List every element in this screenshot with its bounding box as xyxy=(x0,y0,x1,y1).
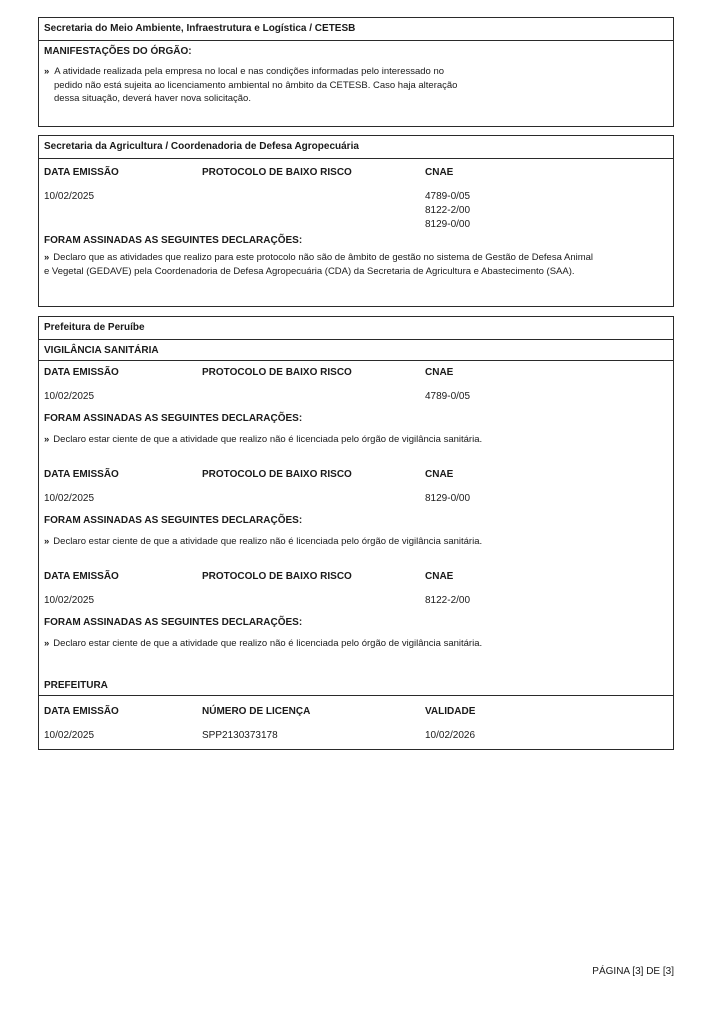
header-cnae: CNAE xyxy=(425,367,454,378)
bullet-mark: » xyxy=(44,66,50,77)
decl-line xyxy=(44,251,673,265)
cetesb-line xyxy=(44,92,673,106)
value-data-emissao: 10/02/2025 xyxy=(44,191,95,202)
cetesb-statement xyxy=(39,65,673,106)
header-validade: VALIDADE xyxy=(425,706,476,717)
value-cnae: 4789-0/05 xyxy=(425,391,471,402)
decl-line xyxy=(44,265,673,279)
page-footer xyxy=(592,966,674,977)
bullet-mark: » xyxy=(44,536,50,547)
header-data-emissao: DATA EMISSÃO xyxy=(44,469,119,480)
header-data-emissao: DATA EMISSÃO xyxy=(44,706,119,717)
header-cnae: CNAE xyxy=(425,167,454,178)
cetesb-line-text: A atividade realizada pela empresa no local e nas condições informadas pelo interessado no xyxy=(54,66,445,77)
value-cnae-list xyxy=(425,190,470,232)
agricultura-section xyxy=(38,135,674,307)
vigilancia-decl-title: FORAM ASSINADAS AS SEGUINTES DECLARAÇÕES: xyxy=(44,413,303,424)
cetesb-title: Secretaria do Meio Ambiente, Infraestrutura e Logística / CETESB xyxy=(39,18,673,41)
cetesb-line-text: pedido não está sujeita ao licenciamento ambiental no âmbito da CETESB. Caso haja alteração xyxy=(54,79,458,91)
header-cnae: CNAE xyxy=(425,571,454,582)
cetesb-section xyxy=(38,17,674,127)
vigilancia-title: VIGILÂNCIA SANITÁRIA xyxy=(39,340,673,361)
prefeitura-sub-title: PREFEITURA xyxy=(39,675,673,696)
header-data-emissao: DATA EMISSÃO xyxy=(44,167,119,178)
vigilancia-declaration xyxy=(39,637,673,651)
header-protocolo: PROTOCOLO DE BAIXO RISCO xyxy=(202,367,352,378)
decl-line-text: Declaro que as atividades que realizo para este protocolo não são de âmbito de gestão no sistema de Gestão de Defesa Animal xyxy=(53,252,594,263)
prefeitura-section xyxy=(38,316,674,750)
vigilancia-declaration xyxy=(39,535,673,549)
decl-line-text: e Vegetal (GEDAVE) pela Coordenadoria de Defesa Agropecuária (CDA) da Secretaria de Agricultura e Abastecimento (SAA). xyxy=(44,266,575,277)
vigilancia-entry xyxy=(39,565,673,667)
header-data-emissao: DATA EMISSÃO xyxy=(44,367,119,378)
vigilancia-value-row xyxy=(39,487,673,511)
vigilancia-entry xyxy=(39,463,673,565)
bullet-mark: » xyxy=(44,638,50,649)
agricultura-title: Secretaria da Agricultura / Coordenadoria de Defesa Agropecuária xyxy=(39,136,673,159)
value-data-emissao: 10/02/2025 xyxy=(44,730,95,741)
vigilancia-header-row xyxy=(39,463,673,487)
vigilancia-entry xyxy=(39,361,673,463)
value-data-emissao: 10/02/2025 xyxy=(44,493,95,504)
vigilancia-value-row xyxy=(39,385,673,409)
prefeitura-title: Prefeitura de Peruíbe xyxy=(39,317,673,340)
prefeitura-value-row xyxy=(39,724,673,748)
cnae-item: 8129-0/00 xyxy=(425,219,471,230)
agricultura-decl-title: FORAM ASSINADAS AS SEGUINTES DECLARAÇÕES: xyxy=(44,235,303,246)
value-numero-licenca: SPP2130373178 xyxy=(202,730,278,741)
header-protocolo: PROTOCOLO DE BAIXO RISCO xyxy=(202,571,352,582)
value-cnae: 8122-2/00 xyxy=(425,595,471,606)
vigilancia-declaration xyxy=(39,433,673,447)
header-numero-licenca: NÚMERO DE LICENÇA xyxy=(202,706,311,717)
header-cnae: CNAE xyxy=(425,469,454,480)
value-data-emissao: 10/02/2025 xyxy=(44,595,95,606)
decl-text: Declaro estar ciente de que a atividade que realizo não é licenciada pelo órgão de vigilância sanitária. xyxy=(53,434,483,445)
cetesb-line xyxy=(44,79,673,93)
decl-text: Declaro estar ciente de que a atividade que realizo não é licenciada pelo órgão de vigilância sanitária. xyxy=(53,536,483,547)
cnae-item: 8122-2/00 xyxy=(425,205,471,216)
pagination: PÁGINA [3] DE [3] xyxy=(592,966,674,977)
header-protocolo: PROTOCOLO DE BAIXO RISCO xyxy=(202,167,352,178)
decl-text: Declaro estar ciente de que a atividade que realizo não é licenciada pelo órgão de vigilância sanitária. xyxy=(53,638,483,649)
cetesb-line-text: dessa situação, deverá haver nova solicitação. xyxy=(54,93,251,104)
agricultura-declaration xyxy=(39,251,673,279)
cnae-item: 4789-0/05 xyxy=(425,191,471,202)
bullet-mark: » xyxy=(44,434,50,445)
header-data-emissao: DATA EMISSÃO xyxy=(44,571,119,582)
cetesb-subtitle: MANIFESTAÇÕES DO ÓRGÃO: xyxy=(44,46,192,57)
value-validade: 10/02/2026 xyxy=(425,730,476,741)
vigilancia-value-row xyxy=(39,589,673,613)
value-data-emissao: 10/02/2025 xyxy=(44,391,95,402)
bullet-mark: » xyxy=(44,252,50,263)
header-protocolo: PROTOCOLO DE BAIXO RISCO xyxy=(202,469,352,480)
vigilancia-decl-title: FORAM ASSINADAS AS SEGUINTES DECLARAÇÕES: xyxy=(44,515,303,526)
vigilancia-decl-title: FORAM ASSINADAS AS SEGUINTES DECLARAÇÕES: xyxy=(44,617,303,628)
prefeitura-header-row xyxy=(39,700,673,724)
value-cnae: 8129-0/00 xyxy=(425,493,471,504)
vigilancia-header-row xyxy=(39,361,673,385)
agricultura-header-row xyxy=(39,161,673,185)
cetesb-line xyxy=(44,65,673,79)
agricultura-value-row xyxy=(39,185,673,231)
vigilancia-header-row xyxy=(39,565,673,589)
